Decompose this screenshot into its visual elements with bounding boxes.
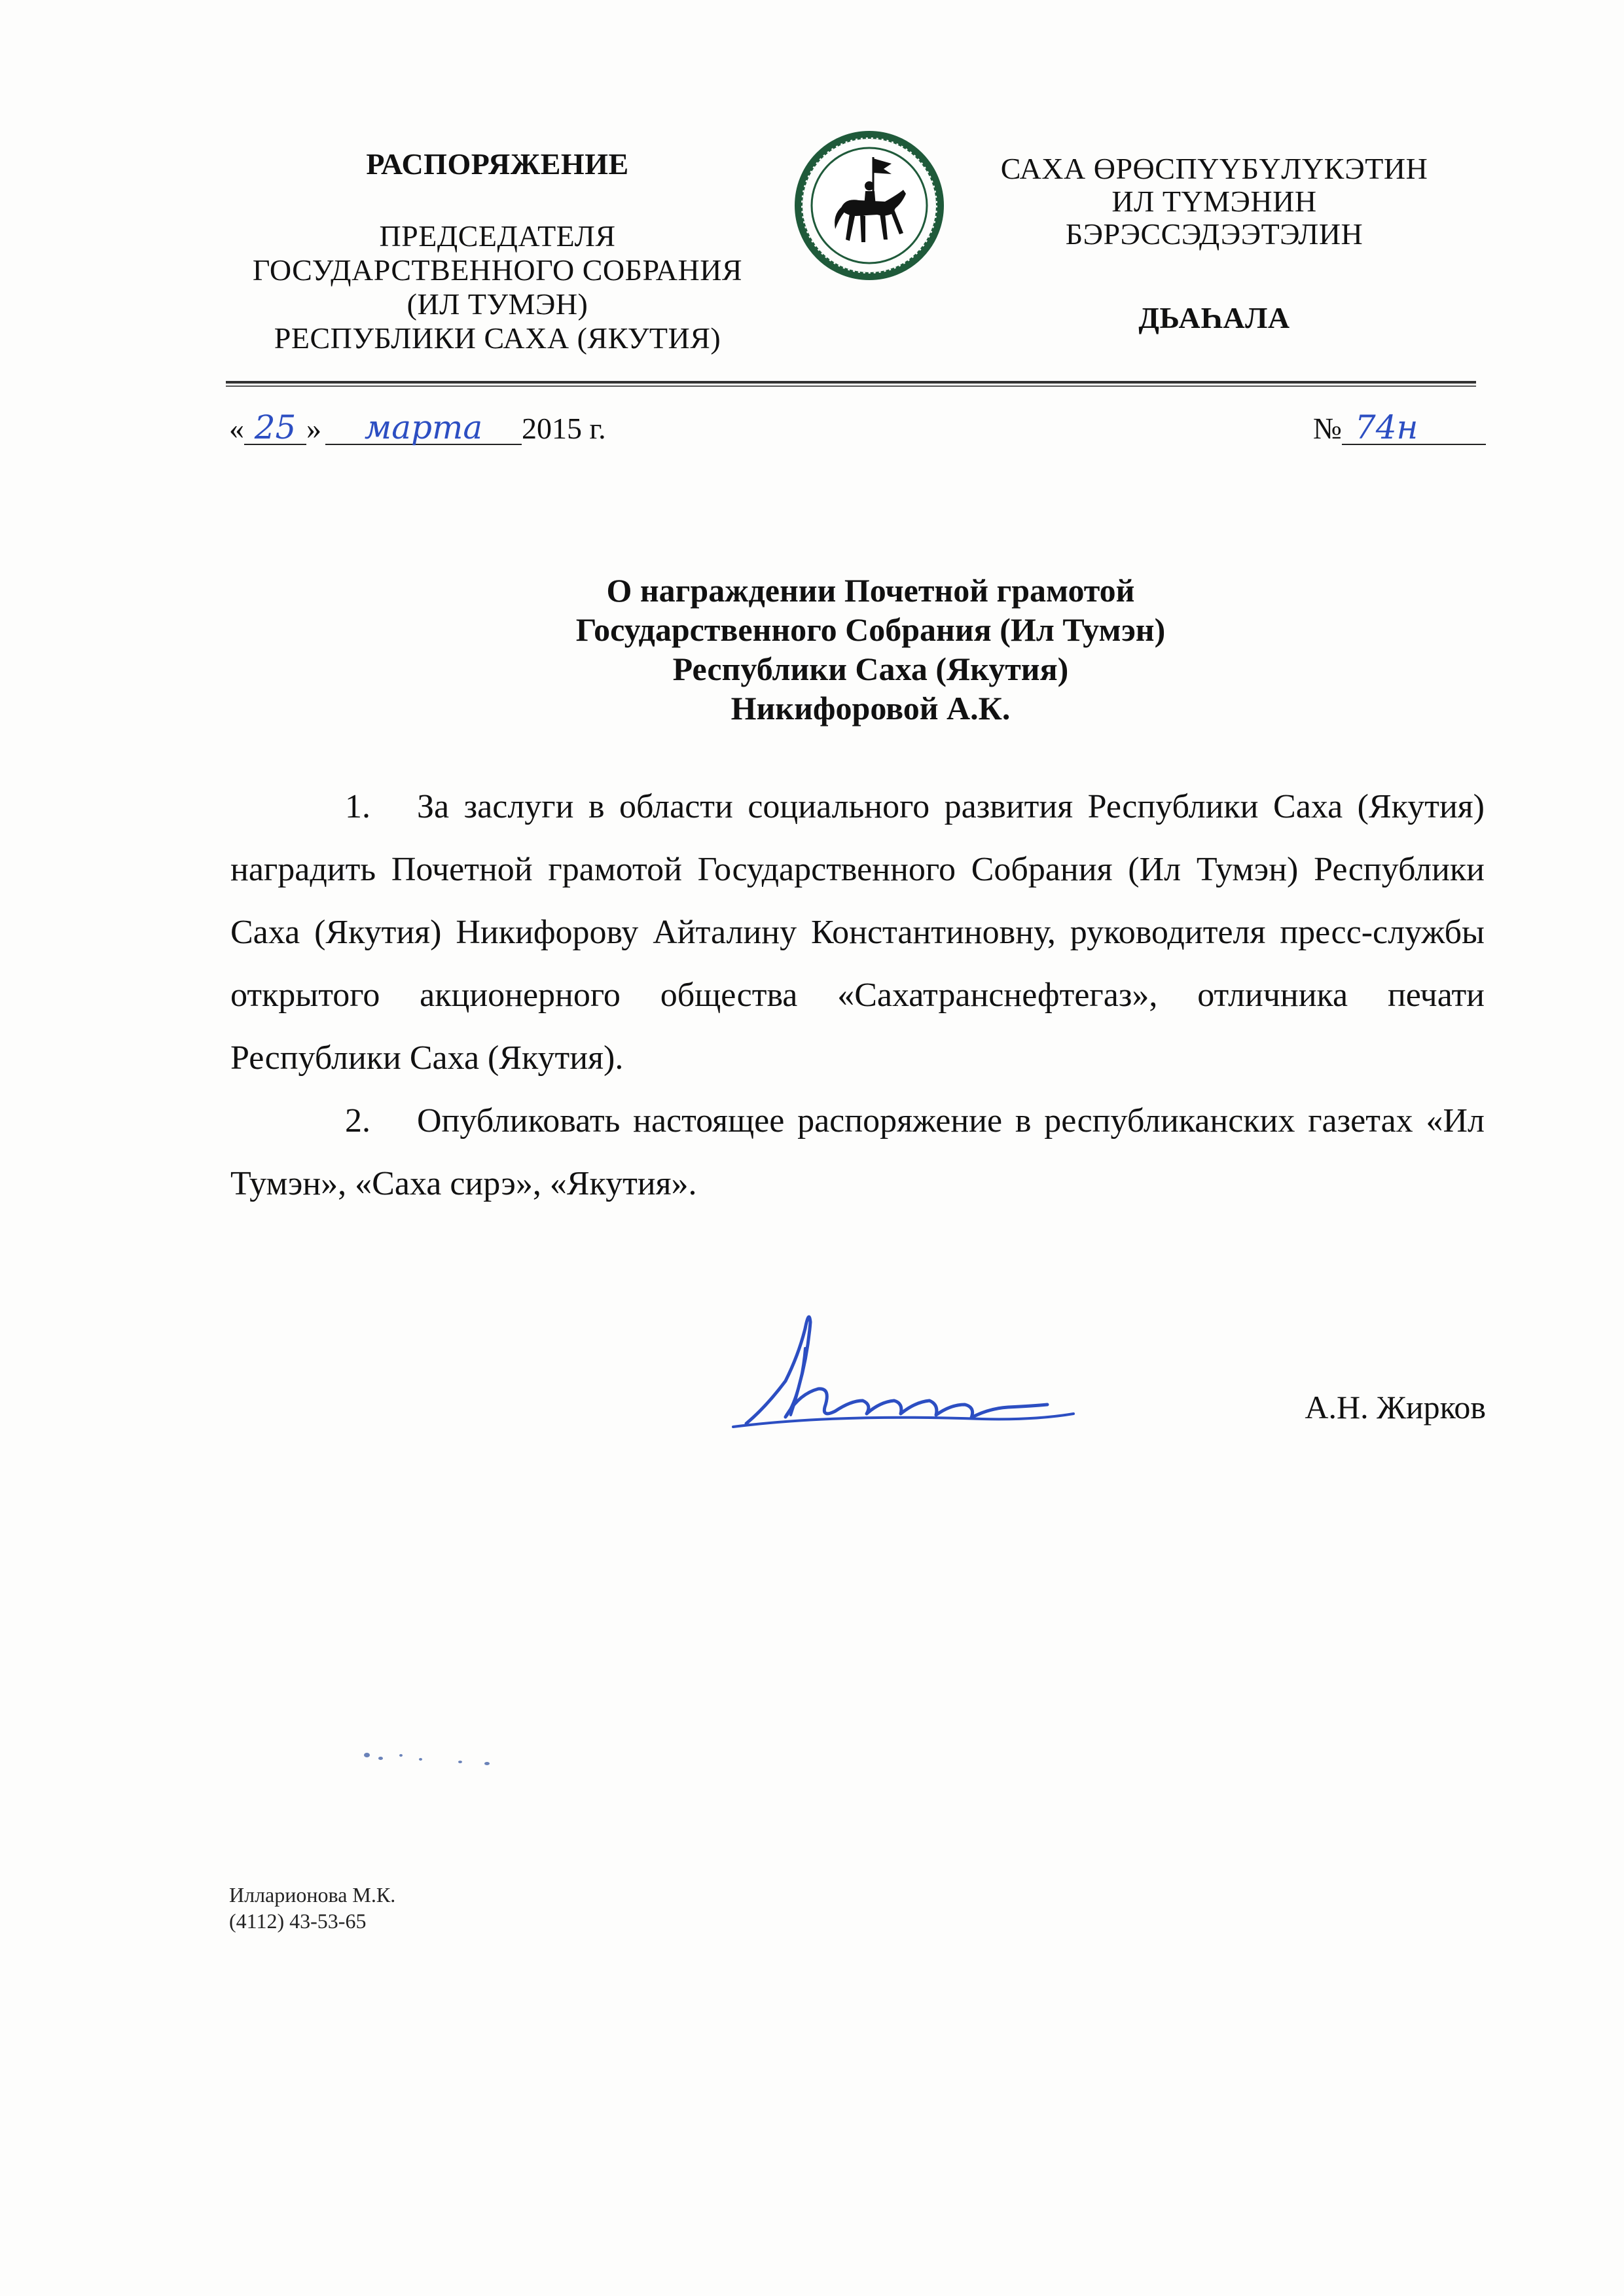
subject-line-3: Республики Саха (Якутия) (672, 651, 1069, 687)
handwritten-signature (707, 1302, 1100, 1440)
executor-name: Илларионова М.К. (229, 1883, 396, 1907)
header-right-line-3: БЭРЭССЭДЭЭТЭЛИН (1065, 217, 1363, 251)
body-item-1 (230, 776, 1485, 1090)
body-item-1-text: За заслуги в области социального развития Республики Саха (Якутия) наградить Почетной грамотой Государственного Собрания (Ил Тумэн) Республики Саха (Якутия) Никифорову Айталину Константиновну, руководителя пресс-службы открытого акционерного общества «Сахатранснефтегаз», отличника печати Республики Саха (Якутия). (230, 788, 1485, 1077)
number-sign: № (1313, 412, 1342, 445)
body-item-1-number: 1. (345, 788, 370, 825)
header-left-line-1: ПРЕДСЕДАТЕЛЯ (379, 219, 616, 253)
subject-line-4: Никифоровой А.К. (731, 690, 1011, 726)
document-subject (327, 571, 1414, 728)
date-line (229, 409, 606, 448)
scan-speck (399, 1754, 403, 1757)
scan-speck (364, 1753, 370, 1757)
subject-line-1: О награждении Почетной грамотой (606, 572, 1135, 609)
header-left-line-2: ГОСУДАРСТВЕННОГО СОБРАНИЯ (252, 253, 743, 287)
scan-speck (419, 1758, 422, 1761)
header-right-line-1: САХА ӨРӨСПҮҮБҮЛҮКЭТИН (1000, 152, 1428, 185)
body-item-2-text: Опубликовать настоящее распоряжение в республиканских газетах «Ил Тумэн», «Саха сирэ», «Якутия». (230, 1102, 1485, 1202)
state-emblem-horseman-icon (793, 130, 945, 281)
date-month-handwritten: марта (325, 411, 522, 445)
document-body (230, 776, 1485, 1215)
date-year: 2015 г. (522, 412, 606, 445)
scan-speck (458, 1761, 462, 1763)
date-close-quote: » (306, 412, 321, 445)
scan-speck (378, 1757, 383, 1760)
header-left-title: РАСПОРЯЖЕНИЕ (366, 147, 629, 181)
signer-name: А.Н. Жирков (1305, 1389, 1486, 1426)
date-day-handwritten: 25 (244, 411, 306, 445)
body-item-2 (230, 1090, 1485, 1215)
header-right-title: ДЬАҺАЛА (1138, 301, 1290, 334)
subject-line-2: Государственного Собрания (Ил Тумэн) (575, 611, 1166, 648)
body-item-2-number: 2. (345, 1102, 370, 1139)
date-open-quote: « (229, 412, 244, 445)
executor-phone: (4112) 43-53-65 (229, 1909, 367, 1933)
header-left-line-4: РЕСПУБЛИКИ САХА (ЯКУТИЯ) (274, 321, 721, 355)
scan-speck (484, 1762, 490, 1765)
header-left (216, 147, 779, 355)
document-number-handwritten: 74н (1342, 411, 1486, 445)
document-number-line (1313, 409, 1486, 448)
header-right-line-2: ИЛ ТҮМЭНИН (1111, 185, 1317, 218)
header-divider (226, 381, 1476, 387)
executor-info (229, 1882, 395, 1934)
header-left-line-3: (ИЛ ТУМЭН) (406, 287, 588, 321)
header-right (975, 152, 1453, 334)
